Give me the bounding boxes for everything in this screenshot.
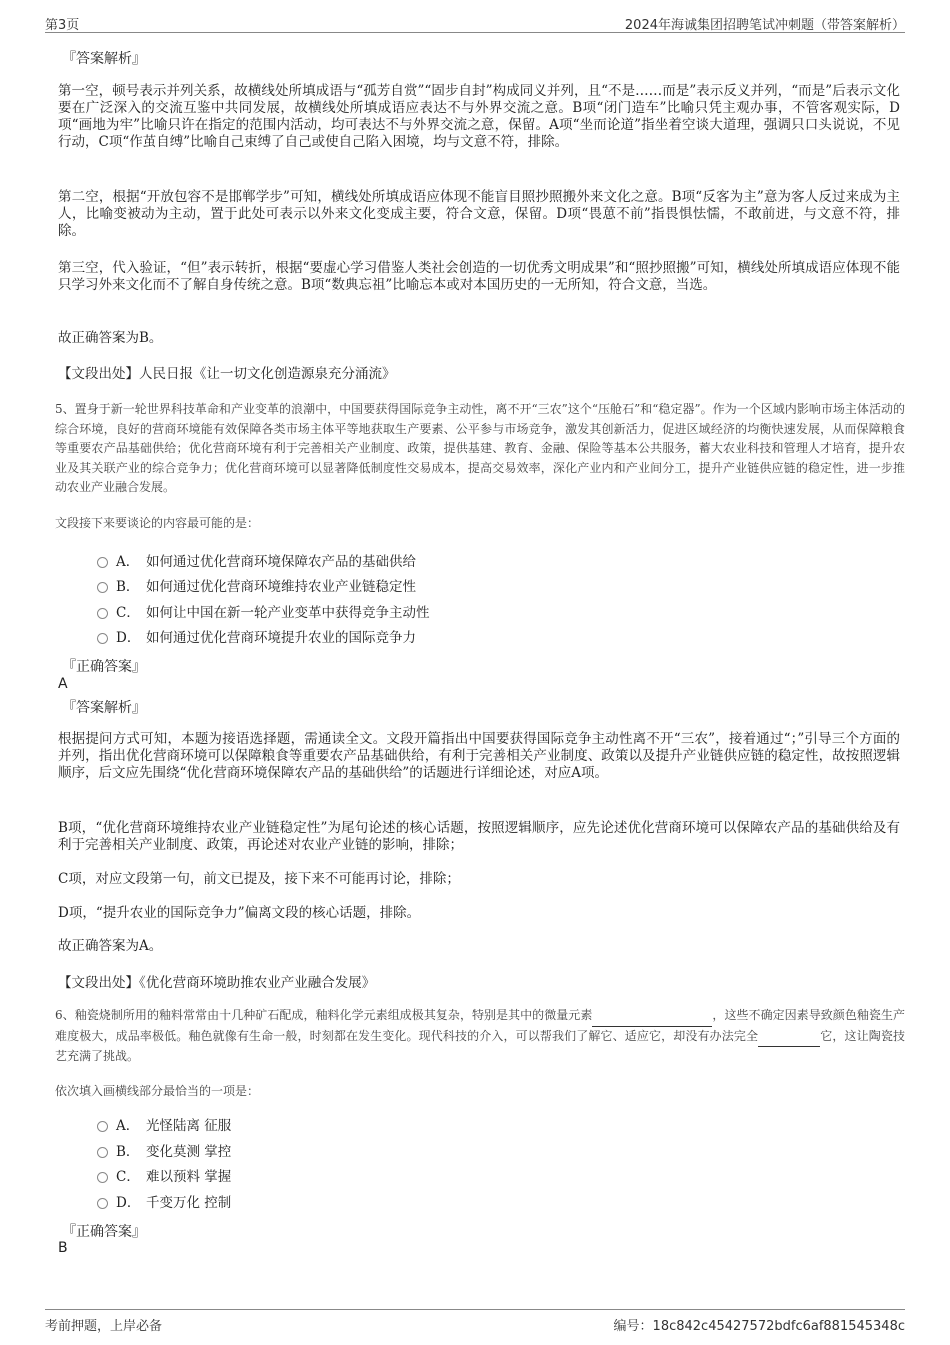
radio-button-icon[interactable] [97, 1172, 108, 1183]
q5-option-b[interactable] [97, 575, 416, 595]
radio-button-icon[interactable] [97, 608, 108, 619]
q5-analysis-label: 『答案解析』 [62, 700, 146, 716]
q6-option-a[interactable] [97, 1114, 231, 1134]
option-text: 如何让中国在新一轮产业变革中获得竞争主动性 [146, 605, 430, 621]
q5-analysis-para-2: B项，“优化营商环境维持农业产业链稳定性”为尾句论述的核心话题，按照逻辑顺序，应先论述优化营商环境可以保障农产品的基础供给及有利于完善相关产业制度、政策，再论述对农业产业链的影响，排除； [58, 820, 900, 853]
option-text: 难以预料 掌握 [146, 1169, 232, 1185]
radio-button-icon[interactable] [97, 1121, 108, 1132]
q5-correct-answer: A [58, 676, 68, 692]
document-title: 2024年海诚集团招聘笔试冲刺题（带答案解析） [624, 18, 905, 33]
option-text: 如何通过优化营商环境保障农产品的基础供给 [146, 554, 416, 570]
footer-slogan: 考前押题，上岸必备 [45, 1319, 163, 1334]
option-text: 变化莫测 掌控 [146, 1144, 232, 1160]
q6-stem-part-3: 它，这让陶瓷技艺充满了挑战。 [55, 1028, 905, 1063]
q5-analysis-para-4: D项，“提升农业的国际竞争力”偏离文段的核心话题，排除。 [58, 905, 421, 921]
q5-source: 【文段出处】《优化营商环境助推农业产业融合发展》 [58, 975, 376, 991]
q5-option-c[interactable] [97, 601, 430, 621]
q5-analysis-para-3: C项，对应文段第一句，前文已提及，接下来不可能再讨论，排除； [58, 871, 460, 887]
q5-conclusion: 故正确答案为A。 [58, 938, 163, 954]
q6-prompt: 依次填入画横线部分最恰当的一项是： [55, 1084, 260, 1098]
radio-button-icon[interactable] [97, 633, 108, 644]
option-text: 如何通过优化营商环境维持农业产业链稳定性 [146, 579, 416, 595]
page-header [45, 12, 905, 33]
q4-analysis-para-3: 第三空，代入验证，“但”表示转折，根据“要虚心学习借鉴人类社会创造的一切优秀文明成果”和“照抄照搬”可知，横线处所填成语应体现不能只学习外来文化而不了解自身传统之意。B项“数典忘祖”比喻忘本或对本国历史的一无所知，符合文意，当选。 [58, 260, 900, 293]
q6-option-d[interactable] [97, 1191, 231, 1211]
fill-blank-1 [592, 1006, 712, 1027]
q4-source: 【文段出处】人民日报《让一切文化创造源泉充分涌流》 [58, 366, 396, 382]
option-text: 如何通过优化营商环境提升农业的国际竞争力 [146, 630, 416, 646]
q6-stem [55, 1006, 905, 1067]
q5-option-a[interactable] [97, 550, 416, 570]
q5-prompt: 文段接下来要谈论的内容最可能的是： [55, 516, 260, 530]
option-text: 千变万化 控制 [146, 1195, 232, 1211]
q4-analysis-label: 『答案解析』 [62, 51, 146, 67]
q4-analysis-para-1: 第一空，顿号表示并列关系，故横线处所填成语与“孤芳自赏”“固步自封”构成同义并列，且“不是……而是”表示反义并列，“而是”后表示文化要在广泛深入的交流互鉴中共同发展，故横线处所填成语应表达不与外界交流之意。B项“闭门造车”比喻只凭主观办事，不管客观实际，D项“画地为牢”比喻只许在指定的范围内活动，均可表达不与外界交流之意，保留。A项“坐而论道”指坐着空谈大道理，强调只口头说说，不见行动，C项“作茧自缚”比喻自己束缚了自己或使自己陷入困境，均与文意不符，排除。 [58, 83, 900, 150]
q6-stem-part-1: 6、釉瓷烧制所用的釉料常常由十几种矿石配成，釉料化学元素组成极其复杂，特别是其中的微量元素 [55, 1008, 593, 1022]
option-letter: A． [116, 554, 140, 570]
option-letter: A． [116, 1118, 140, 1134]
option-letter: C． [116, 605, 140, 621]
radio-button-icon[interactable] [97, 557, 108, 568]
option-text: 光怪陆离 征服 [146, 1118, 232, 1134]
radio-button-icon[interactable] [97, 1198, 108, 1209]
q5-option-d[interactable] [97, 626, 416, 646]
q5-correct-label: 『正确答案』 [62, 659, 146, 675]
option-letter: B． [116, 579, 140, 595]
option-letter: D． [116, 630, 141, 646]
document-code: 编号：18c842c45427572bdfc6af881545348c [613, 1319, 905, 1334]
q5-analysis-para-1: 根据提问方式可知，本题为接语选择题，需通读全文。文段开篇指出中国要获得国际竞争主动性离不开“三农”，接着通过“；”引导三个方面的并列，指出优化营商环境可以保障粮食等重要农产品基础供给，有利于完善相关产业制度、政策以及提升产业链供应链的稳定性，故按照逻辑顺序，后文应先围绕“优化营商环境保障农产品的基础供给”的话题进行详细论述，对应A项。 [58, 731, 900, 781]
q5-stem: 5、置身于新一轮世界科技革命和产业变革的浪潮中，中国要获得国际竞争主动性，离不开“三农”这个“压舱石”和“稳定器”。作为一个区域内影响市场主体活动的综合环境，良好的营商环境能有效保障各类市场主体平等地获取生产要素、公平参与市场竞争，激发其创新活力，促进区域经济的均衡快速发展，从而保障粮食等重要农产品基础供给；优化营商环境有利于完善相关产业制度、政策，提供基建、教育、金融、保险等基本公共服务，蓄大农业科技和管理人才培育，提升农业及其关联产业的综合竞争力；优化营商环境可以显著降低制度性交易成本，提高交易效率，深化产业内和产业间分工，提升产业链供应链的稳定性，进一步推动农业产业融合发展。 [55, 402, 905, 494]
option-letter: B． [116, 1144, 140, 1160]
option-letter: C． [116, 1169, 140, 1185]
page-footer [45, 1309, 905, 1332]
fill-blank-2 [758, 1027, 820, 1048]
radio-button-icon[interactable] [97, 582, 108, 593]
q4-analysis-para-2: 第二空，根据“开放包容不是邯郸学步”可知，横线处所填成语应体现不能盲目照抄照搬外来文化之意。B项“反客为主”意为客人反过来成为主人，比喻变被动为主动，置于此处可表示以外来文化变成主要，符合文意，保留。D项“畏葸不前”指畏惧怯懦，不敢前进，与文意不符，排除。 [58, 189, 900, 239]
radio-button-icon[interactable] [97, 1147, 108, 1158]
q6-correct-label: 『正确答案』 [62, 1224, 146, 1240]
q4-conclusion: 故正确答案为B。 [58, 330, 163, 346]
q6-correct-answer: B [58, 1240, 68, 1256]
q6-option-c[interactable] [97, 1165, 231, 1185]
q6-option-b[interactable] [97, 1140, 231, 1160]
q6-stem-part-2: ，这些不确定因素导致颜色釉瓷生产难度极大，成品率极低。釉色就像有生命一般，时刻都在发生变化。现代科技的介入，可以帮我们了解它、适应它，却没有办法完全 [55, 1008, 905, 1043]
page-number: 第3页 [45, 18, 80, 33]
option-letter: D． [116, 1195, 141, 1211]
